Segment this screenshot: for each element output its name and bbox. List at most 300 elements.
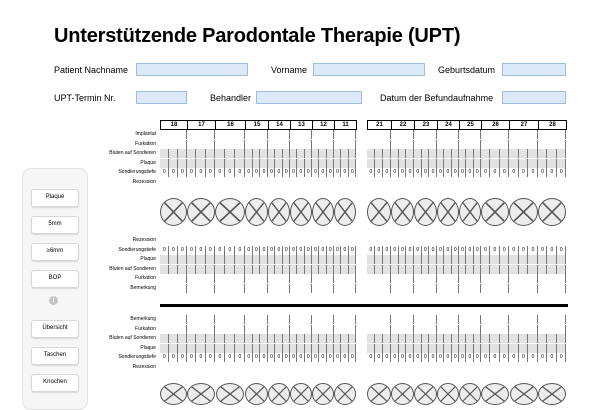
chart-cell[interactable] xyxy=(391,334,399,343)
chart-cell[interactable] xyxy=(196,149,205,158)
chart-cell[interactable] xyxy=(406,149,414,158)
chart-cell[interactable] xyxy=(538,353,547,362)
chart-cell[interactable] xyxy=(290,344,297,353)
chart-cell[interactable] xyxy=(367,284,391,293)
chart-cell[interactable] xyxy=(528,149,538,158)
chart-cell[interactable] xyxy=(459,325,481,334)
chart-cell[interactable] xyxy=(169,344,178,353)
chart-cell[interactable] xyxy=(437,246,444,255)
chart-cell[interactable] xyxy=(268,325,290,334)
birthdate-field[interactable] xyxy=(502,63,566,76)
chart-cell[interactable] xyxy=(312,246,319,255)
chart-cell[interactable] xyxy=(225,334,235,343)
chart-cell[interactable] xyxy=(187,344,196,353)
chart-cell[interactable] xyxy=(312,334,319,343)
chart-cell[interactable] xyxy=(160,168,169,177)
chart-cell[interactable] xyxy=(429,159,437,168)
chart-cell[interactable] xyxy=(375,255,383,264)
chart-cell[interactable] xyxy=(528,344,538,353)
chart-cell[interactable] xyxy=(206,334,215,343)
chart-cell[interactable] xyxy=(481,334,490,343)
chart-cell[interactable] xyxy=(268,149,275,158)
chart-cell[interactable] xyxy=(459,159,466,168)
chart-cell[interactable] xyxy=(215,325,245,334)
chart-cell[interactable] xyxy=(481,353,490,362)
chart-cell[interactable] xyxy=(509,130,538,139)
chart-cell[interactable] xyxy=(406,255,414,264)
chart-cell[interactable] xyxy=(414,334,422,343)
chart-cell[interactable] xyxy=(327,353,334,362)
chart-cell[interactable] xyxy=(206,159,215,168)
chart-cell[interactable] xyxy=(452,255,459,264)
chart-cell[interactable] xyxy=(312,353,319,362)
chart-cell[interactable] xyxy=(391,353,399,362)
chart-cell[interactable] xyxy=(500,246,509,255)
chart-cell[interactable] xyxy=(341,149,348,158)
chart-cell[interactable] xyxy=(312,140,334,149)
chart-cell[interactable] xyxy=(275,265,282,274)
chart-cell[interactable] xyxy=(319,265,326,274)
chart-cell[interactable] xyxy=(399,168,407,177)
chart-cell[interactable] xyxy=(474,344,481,353)
chart-cell[interactable] xyxy=(297,334,304,343)
chart-cell[interactable] xyxy=(275,353,282,362)
chart-cell[interactable] xyxy=(160,159,169,168)
chart-cell[interactable] xyxy=(305,168,312,177)
chart-cell[interactable] xyxy=(538,140,566,149)
chart-cell[interactable] xyxy=(391,168,399,177)
chart-cell[interactable] xyxy=(215,265,225,274)
chart-cell[interactable] xyxy=(290,246,297,255)
chart-cell[interactable] xyxy=(215,344,225,353)
chart-cell[interactable] xyxy=(160,265,169,274)
chart-cell[interactable] xyxy=(275,168,282,177)
chart-cell[interactable] xyxy=(215,315,245,324)
chart-cell[interactable] xyxy=(452,159,459,168)
chart-cell[interactable] xyxy=(437,168,444,177)
chart-cell[interactable] xyxy=(160,284,187,293)
chart-cell[interactable] xyxy=(509,149,519,158)
chart-cell[interactable] xyxy=(429,246,437,255)
chart-cell[interactable] xyxy=(268,246,275,255)
chart-cell[interactable] xyxy=(334,265,341,274)
chart-cell[interactable] xyxy=(375,334,383,343)
chart-cell[interactable] xyxy=(253,255,261,264)
chart-cell[interactable] xyxy=(414,159,422,168)
chart-cell[interactable] xyxy=(349,353,356,362)
chart-cell[interactable] xyxy=(268,274,290,283)
chart-cell[interactable] xyxy=(341,334,348,343)
chart-cell[interactable] xyxy=(509,284,538,293)
chart-cell[interactable] xyxy=(169,149,178,158)
chart-cell[interactable] xyxy=(367,130,391,139)
practitioner-field[interactable] xyxy=(256,91,362,104)
chart-cell[interactable] xyxy=(490,255,499,264)
chart-cell[interactable] xyxy=(334,140,356,149)
chart-cell[interactable] xyxy=(422,149,430,158)
chart-cell[interactable] xyxy=(452,265,459,274)
chart-cell[interactable] xyxy=(444,168,451,177)
chart-cell[interactable] xyxy=(406,159,414,168)
chart-cell[interactable] xyxy=(557,246,566,255)
chart-cell[interactable] xyxy=(557,149,566,158)
chart-cell[interactable] xyxy=(245,130,268,139)
chart-cell[interactable] xyxy=(509,168,519,177)
chart-cell[interactable] xyxy=(327,159,334,168)
chart-cell[interactable] xyxy=(391,159,399,168)
chart-cell[interactable] xyxy=(312,149,319,158)
chart-cell[interactable] xyxy=(391,315,414,324)
chart-cell[interactable] xyxy=(187,284,215,293)
chart-cell[interactable] xyxy=(437,344,444,353)
chart-cell[interactable] xyxy=(383,265,391,274)
chart-cell[interactable] xyxy=(268,255,275,264)
chart-cell[interactable] xyxy=(225,159,235,168)
chart-cell[interactable] xyxy=(519,149,529,158)
chart-cell[interactable] xyxy=(459,168,466,177)
chart-cell[interactable] xyxy=(509,325,538,334)
chart-cell[interactable] xyxy=(349,246,356,255)
chart-cell[interactable] xyxy=(305,265,312,274)
chart-cell[interactable] xyxy=(290,255,297,264)
chart-cell[interactable] xyxy=(474,334,481,343)
chart-cell[interactable] xyxy=(341,159,348,168)
chart-cell[interactable] xyxy=(275,246,282,255)
chart-cell[interactable] xyxy=(268,168,275,177)
chart-cell[interactable] xyxy=(253,149,261,158)
chart-cell[interactable] xyxy=(452,344,459,353)
chart-cell[interactable] xyxy=(519,353,529,362)
chart-cell[interactable] xyxy=(225,168,235,177)
chart-cell[interactable] xyxy=(509,334,519,343)
chart-cell[interactable] xyxy=(547,353,556,362)
chart-cell[interactable] xyxy=(319,246,326,255)
chart-cell[interactable] xyxy=(160,140,187,149)
chart-cell[interactable] xyxy=(206,255,215,264)
chart-cell[interactable] xyxy=(367,274,391,283)
chart-cell[interactable] xyxy=(215,168,225,177)
chart-cell[interactable] xyxy=(538,159,547,168)
chart-cell[interactable] xyxy=(452,353,459,362)
chart-cell[interactable] xyxy=(334,344,341,353)
chart-cell[interactable] xyxy=(260,334,268,343)
chart-cell[interactable] xyxy=(375,149,383,158)
chart-cell[interactable] xyxy=(290,159,297,168)
chart-cell[interactable] xyxy=(528,159,538,168)
chart-cell[interactable] xyxy=(367,159,375,168)
chart-cell[interactable] xyxy=(187,255,196,264)
chart-cell[interactable] xyxy=(178,255,187,264)
chart-cell[interactable] xyxy=(444,159,451,168)
chart-cell[interactable] xyxy=(481,255,490,264)
chart-cell[interactable] xyxy=(414,149,422,158)
chart-cell[interactable] xyxy=(490,334,499,343)
chart-cell[interactable] xyxy=(500,265,509,274)
chart-cell[interactable] xyxy=(557,265,566,274)
chart-cell[interactable] xyxy=(414,246,422,255)
chart-cell[interactable] xyxy=(429,149,437,158)
chart-cell[interactable] xyxy=(260,344,268,353)
chart-cell[interactable] xyxy=(481,284,509,293)
chart-cell[interactable] xyxy=(414,325,437,334)
chart-cell[interactable] xyxy=(375,159,383,168)
chart-cell[interactable] xyxy=(268,334,275,343)
chart-cell[interactable] xyxy=(481,159,490,168)
chart-cell[interactable] xyxy=(290,353,297,362)
chart-cell[interactable] xyxy=(422,159,430,168)
chart-cell[interactable] xyxy=(283,334,290,343)
chart-cell[interactable] xyxy=(160,255,169,264)
chart-cell[interactable] xyxy=(253,353,261,362)
chart-cell[interactable] xyxy=(490,159,499,168)
chart-cell[interactable] xyxy=(349,168,356,177)
chart-cell[interactable] xyxy=(547,255,556,264)
chart-cell[interactable] xyxy=(235,265,245,274)
chart-cell[interactable] xyxy=(367,149,375,158)
chart-cell[interactable] xyxy=(474,159,481,168)
chart-cell[interactable] xyxy=(391,140,414,149)
chart-cell[interactable] xyxy=(466,246,473,255)
chart-cell[interactable] xyxy=(260,255,268,264)
chart-cell[interactable] xyxy=(367,344,375,353)
chart-cell[interactable] xyxy=(160,353,169,362)
chart-cell[interactable] xyxy=(437,265,444,274)
chart-cell[interactable] xyxy=(187,130,215,139)
chart-cell[interactable] xyxy=(206,265,215,274)
chart-cell[interactable] xyxy=(215,140,245,149)
chart-cell[interactable] xyxy=(481,325,509,334)
chart-cell[interactable] xyxy=(528,265,538,274)
chart-cell[interactable] xyxy=(187,353,196,362)
chart-cell[interactable] xyxy=(519,344,529,353)
chart-cell[interactable] xyxy=(305,246,312,255)
chart-cell[interactable] xyxy=(437,130,459,139)
chart-cell[interactable] xyxy=(466,265,473,274)
chart-cell[interactable] xyxy=(305,334,312,343)
chart-cell[interactable] xyxy=(509,255,519,264)
chart-cell[interactable] xyxy=(312,274,334,283)
chart-cell[interactable] xyxy=(283,168,290,177)
chart-cell[interactable] xyxy=(500,334,509,343)
chart-cell[interactable] xyxy=(459,130,481,139)
chart-cell[interactable] xyxy=(459,255,466,264)
chart-cell[interactable] xyxy=(245,334,253,343)
bop-button[interactable]: BOP xyxy=(31,270,79,288)
chart-cell[interactable] xyxy=(215,334,225,343)
chart-cell[interactable] xyxy=(178,334,187,343)
chart-cell[interactable] xyxy=(466,168,473,177)
chart-cell[interactable] xyxy=(312,159,319,168)
chart-cell[interactable] xyxy=(437,284,459,293)
chart-cell[interactable] xyxy=(538,149,547,158)
chart-cell[interactable] xyxy=(399,344,407,353)
chart-cell[interactable] xyxy=(528,255,538,264)
chart-cell[interactable] xyxy=(509,265,519,274)
chart-cell[interactable] xyxy=(452,334,459,343)
chart-cell[interactable] xyxy=(305,149,312,158)
chart-cell[interactable] xyxy=(466,149,473,158)
chart-cell[interactable] xyxy=(196,265,205,274)
chart-cell[interactable] xyxy=(341,168,348,177)
chart-cell[interactable] xyxy=(349,344,356,353)
chart-cell[interactable] xyxy=(444,246,451,255)
chart-cell[interactable] xyxy=(187,246,196,255)
chart-cell[interactable] xyxy=(474,246,481,255)
chart-cell[interactable] xyxy=(334,130,356,139)
chart-cell[interactable] xyxy=(260,159,268,168)
chart-cell[interactable] xyxy=(245,140,268,149)
chart-cell[interactable] xyxy=(444,265,451,274)
chart-cell[interactable] xyxy=(319,149,326,158)
chart-cell[interactable] xyxy=(290,168,297,177)
chart-cell[interactable] xyxy=(547,334,556,343)
chart-cell[interactable] xyxy=(414,255,422,264)
chart-cell[interactable] xyxy=(334,284,356,293)
chart-cell[interactable] xyxy=(481,274,509,283)
chart-cell[interactable] xyxy=(538,315,566,324)
chart-cell[interactable] xyxy=(169,334,178,343)
chart-cell[interactable] xyxy=(253,265,261,274)
6mm-button[interactable]: ≥6mm xyxy=(31,243,79,261)
chart-cell[interactable] xyxy=(474,255,481,264)
chart-cell[interactable] xyxy=(312,344,319,353)
chart-cell[interactable] xyxy=(275,334,282,343)
chart-cell[interactable] xyxy=(414,284,437,293)
chart-cell[interactable] xyxy=(297,168,304,177)
chart-cell[interactable] xyxy=(283,255,290,264)
chart-cell[interactable] xyxy=(196,168,205,177)
chart-cell[interactable] xyxy=(245,149,253,158)
chart-cell[interactable] xyxy=(509,315,538,324)
chart-cell[interactable] xyxy=(160,325,187,334)
chart-cell[interactable] xyxy=(196,255,205,264)
chart-cell[interactable] xyxy=(245,344,253,353)
chart-cell[interactable] xyxy=(429,168,437,177)
chart-cell[interactable] xyxy=(538,274,566,283)
chart-cell[interactable] xyxy=(406,334,414,343)
chart-cell[interactable] xyxy=(444,353,451,362)
chart-cell[interactable] xyxy=(391,255,399,264)
chart-cell[interactable] xyxy=(235,334,245,343)
chart-cell[interactable] xyxy=(312,168,319,177)
chart-cell[interactable] xyxy=(235,149,245,158)
chart-cell[interactable] xyxy=(169,353,178,362)
chart-cell[interactable] xyxy=(187,315,215,324)
chart-cell[interactable] xyxy=(290,274,312,283)
chart-cell[interactable] xyxy=(444,344,451,353)
chart-cell[interactable] xyxy=(253,344,261,353)
chart-cell[interactable] xyxy=(406,168,414,177)
chart-cell[interactable] xyxy=(268,130,290,139)
chart-cell[interactable] xyxy=(327,255,334,264)
chart-cell[interactable] xyxy=(422,255,430,264)
chart-cell[interactable] xyxy=(225,255,235,264)
chart-cell[interactable] xyxy=(160,315,187,324)
chart-cell[interactable] xyxy=(459,265,466,274)
chart-cell[interactable] xyxy=(500,168,509,177)
chart-cell[interactable] xyxy=(437,325,459,334)
chart-cell[interactable] xyxy=(383,149,391,158)
chart-cell[interactable] xyxy=(235,255,245,264)
chart-cell[interactable] xyxy=(375,168,383,177)
chart-cell[interactable] xyxy=(519,246,529,255)
info-icon[interactable]: i xyxy=(49,296,58,305)
chart-cell[interactable] xyxy=(312,325,334,334)
chart-cell[interactable] xyxy=(500,149,509,158)
chart-cell[interactable] xyxy=(160,274,187,283)
chart-cell[interactable] xyxy=(297,353,304,362)
chart-cell[interactable] xyxy=(538,168,547,177)
chart-cell[interactable] xyxy=(290,130,312,139)
chart-cell[interactable] xyxy=(367,265,375,274)
chart-cell[interactable] xyxy=(399,246,407,255)
chart-cell[interactable] xyxy=(429,255,437,264)
chart-cell[interactable] xyxy=(178,246,187,255)
chart-cell[interactable] xyxy=(509,140,538,149)
upt-appointment-field[interactable] xyxy=(136,91,187,104)
chart-cell[interactable] xyxy=(444,334,451,343)
chart-cell[interactable] xyxy=(245,265,253,274)
chart-cell[interactable] xyxy=(268,315,290,324)
chart-cell[interactable] xyxy=(459,149,466,158)
chart-cell[interactable] xyxy=(452,168,459,177)
chart-cell[interactable] xyxy=(260,353,268,362)
chart-cell[interactable] xyxy=(519,255,529,264)
chart-cell[interactable] xyxy=(391,344,399,353)
pockets-button[interactable]: Taschen xyxy=(31,347,79,365)
chart-cell[interactable] xyxy=(283,159,290,168)
chart-cell[interactable] xyxy=(312,130,334,139)
chart-cell[interactable] xyxy=(547,344,556,353)
chart-cell[interactable] xyxy=(422,334,430,343)
chart-cell[interactable] xyxy=(268,344,275,353)
chart-cell[interactable] xyxy=(253,246,261,255)
chart-cell[interactable] xyxy=(481,315,509,324)
chart-cell[interactable] xyxy=(399,353,407,362)
chart-cell[interactable] xyxy=(253,334,261,343)
chart-cell[interactable] xyxy=(509,246,519,255)
chart-cell[interactable] xyxy=(509,353,519,362)
chart-cell[interactable] xyxy=(459,315,481,324)
chart-cell[interactable] xyxy=(414,130,437,139)
chart-cell[interactable] xyxy=(383,344,391,353)
chart-cell[interactable] xyxy=(178,149,187,158)
chart-cell[interactable] xyxy=(490,344,499,353)
chart-cell[interactable] xyxy=(312,315,334,324)
chart-cell[interactable] xyxy=(422,246,430,255)
chart-cell[interactable] xyxy=(481,140,509,149)
chart-cell[interactable] xyxy=(375,344,383,353)
chart-cell[interactable] xyxy=(319,353,326,362)
chart-cell[interactable] xyxy=(297,246,304,255)
chart-cell[interactable] xyxy=(334,353,341,362)
chart-cell[interactable] xyxy=(481,246,490,255)
chart-cell[interactable] xyxy=(383,168,391,177)
chart-cell[interactable] xyxy=(466,159,473,168)
5mm-button[interactable]: 5mm xyxy=(31,216,79,234)
chart-cell[interactable] xyxy=(414,274,437,283)
chart-cell[interactable] xyxy=(383,353,391,362)
chart-cell[interactable] xyxy=(169,168,178,177)
chart-cell[interactable] xyxy=(305,353,312,362)
chart-cell[interactable] xyxy=(538,344,547,353)
chart-cell[interactable] xyxy=(297,255,304,264)
chart-cell[interactable] xyxy=(290,149,297,158)
chart-cell[interactable] xyxy=(297,149,304,158)
chart-cell[interactable] xyxy=(459,140,481,149)
chart-cell[interactable] xyxy=(406,246,414,255)
chart-cell[interactable] xyxy=(437,159,444,168)
